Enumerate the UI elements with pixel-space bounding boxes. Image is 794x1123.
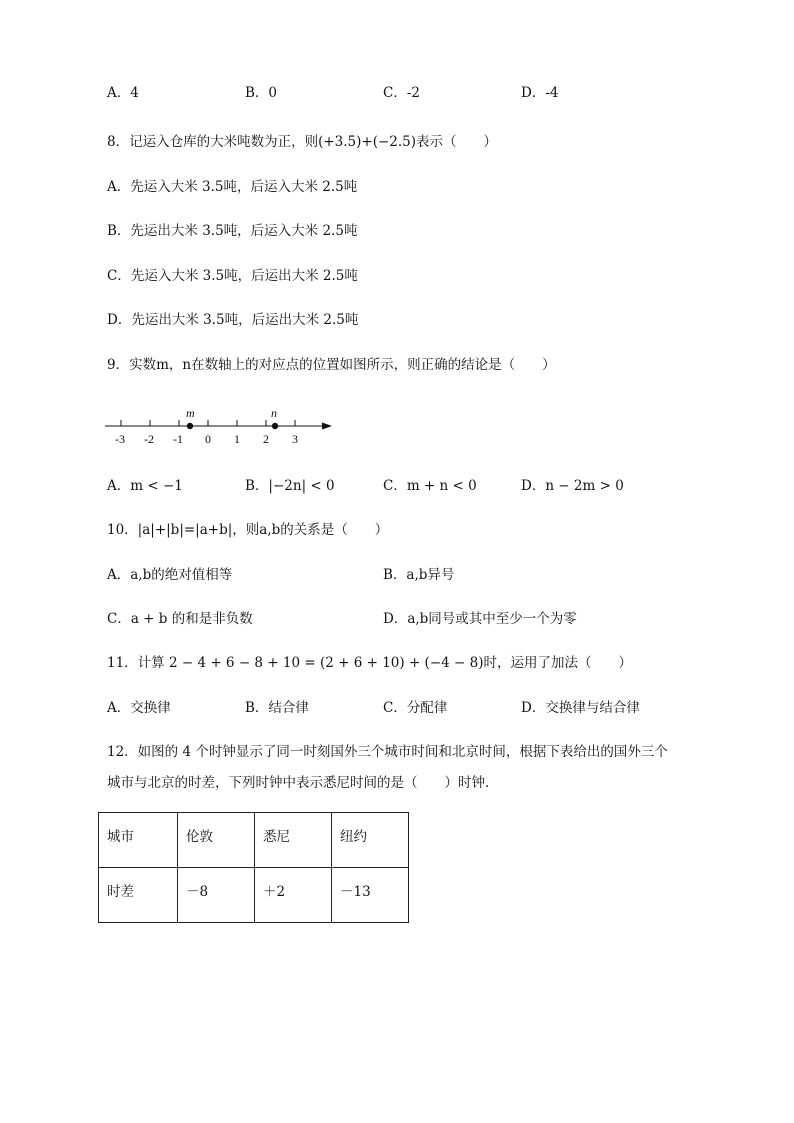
q12-stem-line1: 12．如图的 4 个时钟显示了同一时刻国外三个城市时间和北京时间，根据下表给出的国外三个 — [107, 744, 668, 760]
axis-tick-label: -3 — [115, 432, 125, 446]
number-line-arrow-icon — [322, 423, 332, 430]
table-header-london: 伦敦 — [178, 813, 255, 868]
axis-tick-label: -2 — [144, 432, 154, 446]
axis-tick-label: 1 — [234, 432, 240, 446]
point-m-dot — [187, 423, 193, 429]
q9-option-b: B．|−2n| < 0 — [245, 478, 335, 494]
q11-option-d: D．交换律与结合律 — [521, 700, 640, 716]
table-header-newyork: 纽约 — [332, 813, 409, 868]
q10-stem: 10．|a|+|b|=|a+b|，则a,b的关系是（ ） — [107, 522, 389, 538]
time-difference-table — [98, 812, 409, 923]
q9-option-d: D．n − 2m > 0 — [521, 478, 624, 494]
table-cell-label: 时差 — [99, 868, 178, 923]
table-header-city: 城市 — [99, 813, 178, 868]
axis-tick-label: 0 — [205, 432, 211, 446]
q10-option-a: A．a,b的绝对值相等 — [107, 567, 233, 583]
q7-option-c: C．-2 — [383, 85, 420, 101]
point-n-label: n — [271, 406, 277, 420]
q7-option-d: D．-4 — [521, 85, 559, 101]
q7-option-b: B．0 — [245, 85, 278, 101]
axis-tick-label: -1 — [173, 432, 183, 446]
q8-option-a: A．先运入大米 3.5吨，后运入大米 2.5吨 — [107, 179, 358, 195]
axis-tick-label: 2 — [263, 432, 269, 446]
q11-stem: 11．计算 2 − 4 + 6 − 8 + 10 = (2 + 6 + 10) + (−4 − 8)时，运用了加法（ ） — [107, 655, 632, 671]
point-m-label: m — [186, 406, 195, 420]
q10-option-b: B．a,b异号 — [383, 567, 455, 583]
q10-option-c: C．a + b 的和是非负数 — [107, 611, 253, 627]
point-n-dot — [272, 423, 278, 429]
q9-option-a: A．m < −1 — [107, 478, 183, 494]
q10-option-d: D．a,b同号或其中至少一个为零 — [383, 611, 577, 627]
q11-option-c: C．分配律 — [383, 700, 448, 716]
table-cell-newyork: －13 — [332, 868, 409, 923]
q11-option-a: A．交换律 — [107, 700, 171, 716]
q9-option-c: C．m + n < 0 — [383, 478, 477, 494]
q8-option-c: C．先运入大米 3.5吨，后运出大米 2.5吨 — [107, 268, 358, 284]
table-row — [99, 868, 409, 923]
q8-option-b: B．先运出大米 3.5吨，后运入大米 2.5吨 — [107, 223, 358, 239]
q9-stem: 9．实数m，n在数轴上的对应点的位置如图所示，则正确的结论是（ ） — [107, 357, 556, 373]
q7-option-a: A．4 — [107, 85, 139, 101]
q12-stem-line2: 城市与北京的时差，下列时钟中表示悉尼时间的是（ ）时钟． — [107, 775, 499, 791]
table-row — [99, 813, 409, 868]
table-header-sydney: 悉尼 — [255, 813, 332, 868]
q8-option-d: D．先运出大米 3.5吨，后运出大米 2.5吨 — [107, 312, 359, 328]
table-cell-sydney: ＋2 — [255, 868, 332, 923]
q11-option-b: B．结合律 — [245, 700, 309, 716]
q8-stem: 8．记运入仓库的大米吨数为正，则(+3.5)+(−2.5)表示（ ） — [107, 134, 498, 150]
number-line-figure — [100, 400, 340, 450]
table-cell-london: －8 — [178, 868, 255, 923]
axis-tick-label: 3 — [292, 432, 298, 446]
